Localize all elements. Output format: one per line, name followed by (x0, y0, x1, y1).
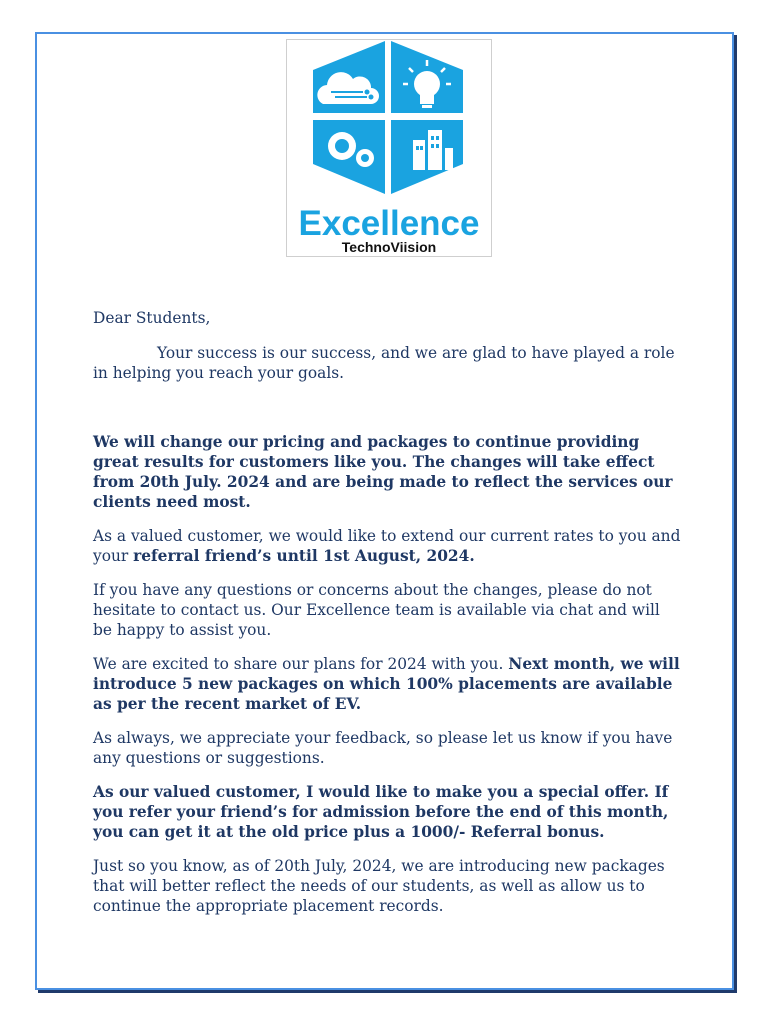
paragraph-intro: Your success is our success, and we are glad to have played a role in helping you reach your goals. (93, 344, 675, 382)
new-packages-text: Next month, we will introduce 5 new packages on which 100% placements are available as per the recent market of EV. (93, 655, 680, 713)
buildings-icon (391, 120, 463, 194)
salutation: Dear Students, (93, 309, 211, 327)
paragraph-pricing-change: We will change our pricing and packages to continue providing great results for customers like you. The changes will take effect from 20th July. 2024 and are being made to reflect the services our clients need most. (93, 433, 673, 511)
logo-graphic (287, 40, 491, 256)
paragraph-valued-customer (93, 526, 683, 566)
lightbulb-icon (391, 41, 463, 113)
gears-icon (313, 120, 385, 194)
paragraph-plans-text: We are excited to share our plans for 2024 with you. (93, 655, 509, 673)
letter-body (93, 308, 683, 930)
logo-tagline: TechnoViision (341, 239, 437, 255)
paragraph-new-packages: Just so you know, as of 20th July, 2024, we are introducing new packages that will better reflect the needs of our students, as well as allow us to continue the appropriate placement records. (93, 857, 665, 915)
paragraph-feedback: As always, we appreciate your feedback, so please let us know if you have any questions or suggestions. (93, 729, 673, 767)
paragraph-special-offer: As our valued customer, I would like to make you a special offer. If you refer your friend’s for admission before the end of this month, you can get it at the old price plus a 1000/- Referral bonus. (93, 783, 669, 841)
paragraph-contact: If you have any questions or concerns about the changes, please do not hesitate to contact us. Our Excellence team is available via chat and will be happy to assist you. (93, 581, 660, 639)
logo-brand: Excellence (298, 204, 480, 243)
company-logo (286, 39, 492, 257)
cloud-circuit-icon (313, 41, 385, 113)
referral-deadline-text: referral friend’s until 1st August, 2024. (133, 547, 475, 565)
paragraph-plans (93, 654, 683, 714)
paragraph-valued-customer-text: As a valued customer, we would like to extend our current rates to you and your (93, 527, 681, 565)
